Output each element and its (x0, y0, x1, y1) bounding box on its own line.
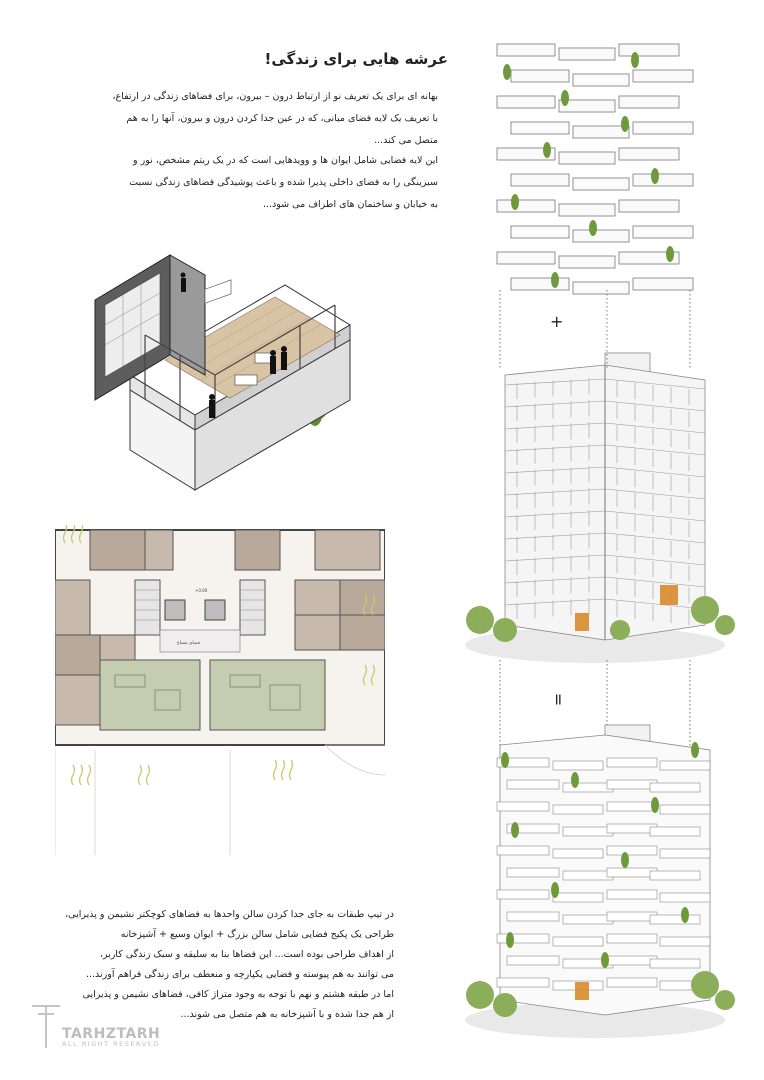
layer-line: این لایه فضایی شامل ایوان ها و ووید‌هایی است که در یک ریتم مشخص، نور و (133, 155, 438, 166)
balcony-layer-illustration (495, 40, 695, 302)
combined-tower-illustration (455, 720, 735, 1040)
level-label: +0.00 (195, 588, 208, 593)
exploded-connector-lines (490, 290, 700, 770)
plan-line: از هم جدا شده و با آشپزخانه به هم متصل می شوند... (180, 1009, 394, 1020)
plan-line: از اهداف طراحی بوده است... این فضاها بنا به سلیقه و سبک زندگی کاربر، (99, 949, 394, 960)
floor-plan-drawing (55, 525, 385, 855)
plan-line: اما در طبقه هشتم و نهم با توجه به وجود متراژ کافی، فضاهای نشیمن و پذیرایی (82, 989, 394, 1000)
intro-line: با تعریف یک لایه فضای میانی، که در عین جدا کردن درون و بیرون، آنها را به هم (126, 113, 438, 124)
watermark-name: TARHZTARH (62, 1026, 161, 1042)
intro-paragraph (112, 86, 438, 152)
layer-line: سبزینگی را به فضای داخلی پذیرا شده و باعث پوشیدگی فضاهای زندگی نسبت (129, 177, 438, 188)
intro-line: بهانه ای برای یک تعریف نو از ارتباط درون – بیرون، برای فضاهای زندگی در ارتفاع، (112, 91, 438, 102)
plan-line: در تیپ طبقات به جای جدا کردن سالن واحدها به فضاهای کوچکتر نشیمن و پذیرایی، (65, 909, 394, 920)
watermark-rights: ALL RIGHT RESERVED (62, 1040, 160, 1048)
equals-sign: = (549, 692, 569, 707)
intro-line: متصل می کند... (374, 135, 438, 146)
layer-paragraph (129, 150, 438, 216)
plan-line: می توانند به هم پیوسته و فضایی یکپارچه و منعطف برای زندگی فراهم آورند... (85, 969, 394, 980)
page-title: عرشه هایی برای زندگی! (264, 50, 448, 68)
isometric-apartment-illustration (85, 225, 360, 495)
layer-line: به خیابان و ساختمان های اطراف می شود... (262, 199, 438, 210)
plan-line: طراحی یک پکیج فضایی شامل سالن بزرگ + ایوان وسیع + آشپزخانه (120, 929, 394, 940)
lobby-label: فضای مشاع (177, 641, 200, 646)
plus-sign: + (550, 312, 564, 331)
